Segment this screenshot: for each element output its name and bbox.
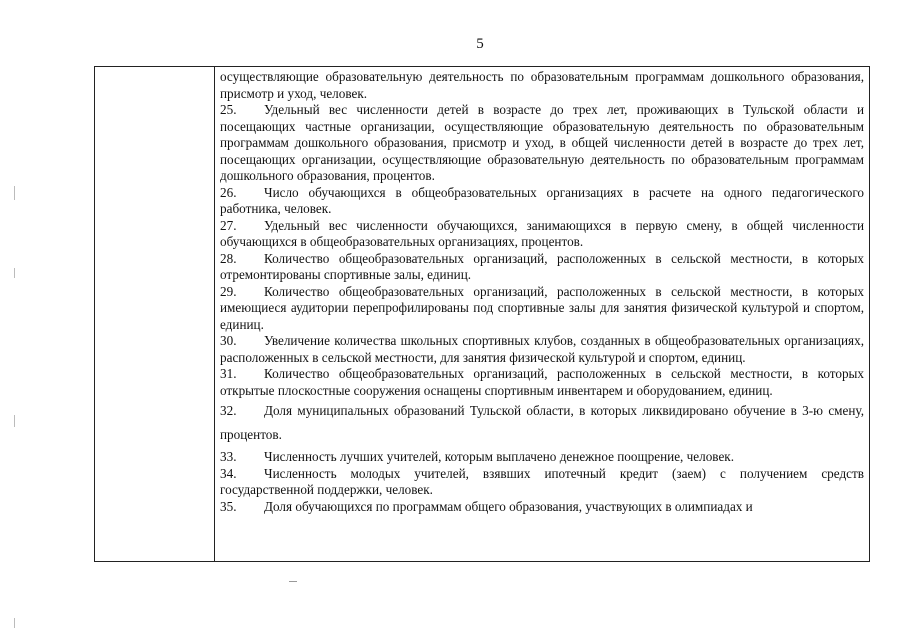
item-number: 25. (220, 102, 237, 117)
margin-mark (14, 268, 15, 278)
item-text: Численность лучших учителей, которым выплачено денежное поощрение, человек. (264, 449, 735, 464)
intro-paragraph: осуществляющие образовательную деятельность по образовательным программам дошкольного образования, присмотр и уход, человек. (220, 69, 864, 101)
margin-mark (14, 618, 15, 628)
item-number: 28. (220, 250, 237, 266)
list-item (220, 218, 864, 251)
margin-mark (14, 415, 15, 427)
item-text: Доля муниципальных образований Тульской области, в которых ликвидировано обучение в 3-ю смену, процентов. (220, 403, 864, 442)
item-text: Количество общеобразовательных организаций, расположенных в сельской местности, в которых имеющиеся аудитории перепрофилированы под спортивные залы для занятия физической культурой и спортом, единиц. (220, 283, 864, 332)
item-text: Увеличение количества школьных спортивных клубов, созданных в общеобразовательных организациях, расположенных в сельской местности, для занятия физической культурой и спортом, единиц. (220, 333, 864, 365)
list-item (220, 449, 864, 466)
list-item (220, 466, 864, 499)
list-item (220, 499, 864, 516)
item-text: Численность молодых учителей, взявших ипотечный кредит (заем) с получением средств государственной поддержки, человек. (220, 465, 864, 497)
item-number: 33. (220, 449, 237, 464)
item-number: 32. (220, 403, 237, 418)
list-item (220, 333, 864, 366)
table-content-cell (220, 69, 864, 515)
item-text: Число обучающихся в общеобразовательных организациях в расчете на одного педагогического работника, человек. (220, 184, 864, 216)
list-item (220, 102, 864, 185)
item-number: 29. (220, 283, 237, 299)
item-text: Удельный вес численности детей в возрасте до трех лет, проживающих в Тульской области и посещающих частные организации, осуществляющие образовательную деятельность по образовательным программам дошкольного образования, присмотр и уход, в общей численности детей в возрасте до трех лет, посещающих организации, осуществляющие образовательную деятельность по образовательным программам дошкольного образования, процентов. (220, 102, 864, 183)
list-item (220, 399, 864, 447)
item-number: 31. (220, 366, 237, 381)
item-text: Количество общеобразовательных организаций, расположенных в сельской местности, в которых открытые плоскостные сооружения оснащены спортивным инвентарем и оборудованием, единиц. (220, 366, 864, 398)
column-divider (214, 67, 215, 561)
item-number: 35. (220, 498, 237, 514)
item-text: Количество общеобразовательных организаций, расположенных в сельской местности, в которых отремонтированы спортивные залы, единиц. (220, 250, 864, 282)
list-item (220, 185, 864, 218)
list-item (220, 284, 864, 334)
scan-mark (289, 581, 297, 582)
list-item (220, 251, 864, 284)
page-number: 5 (476, 36, 484, 52)
item-number: 27. (220, 217, 237, 233)
list-item (220, 366, 864, 399)
item-text: Удельный вес численности обучающихся, занимающихся в первую смену, в общей численности обучающихся в общеобразовательных организациях, процентов. (220, 217, 864, 249)
document-table (94, 66, 870, 562)
item-number: 34. (220, 465, 237, 481)
item-number: 30. (220, 333, 237, 348)
item-text: Доля обучающихся по программам общего образования, участвующих в олимпиадах и (264, 498, 753, 514)
margin-mark (14, 186, 15, 200)
item-number: 26. (220, 184, 237, 200)
